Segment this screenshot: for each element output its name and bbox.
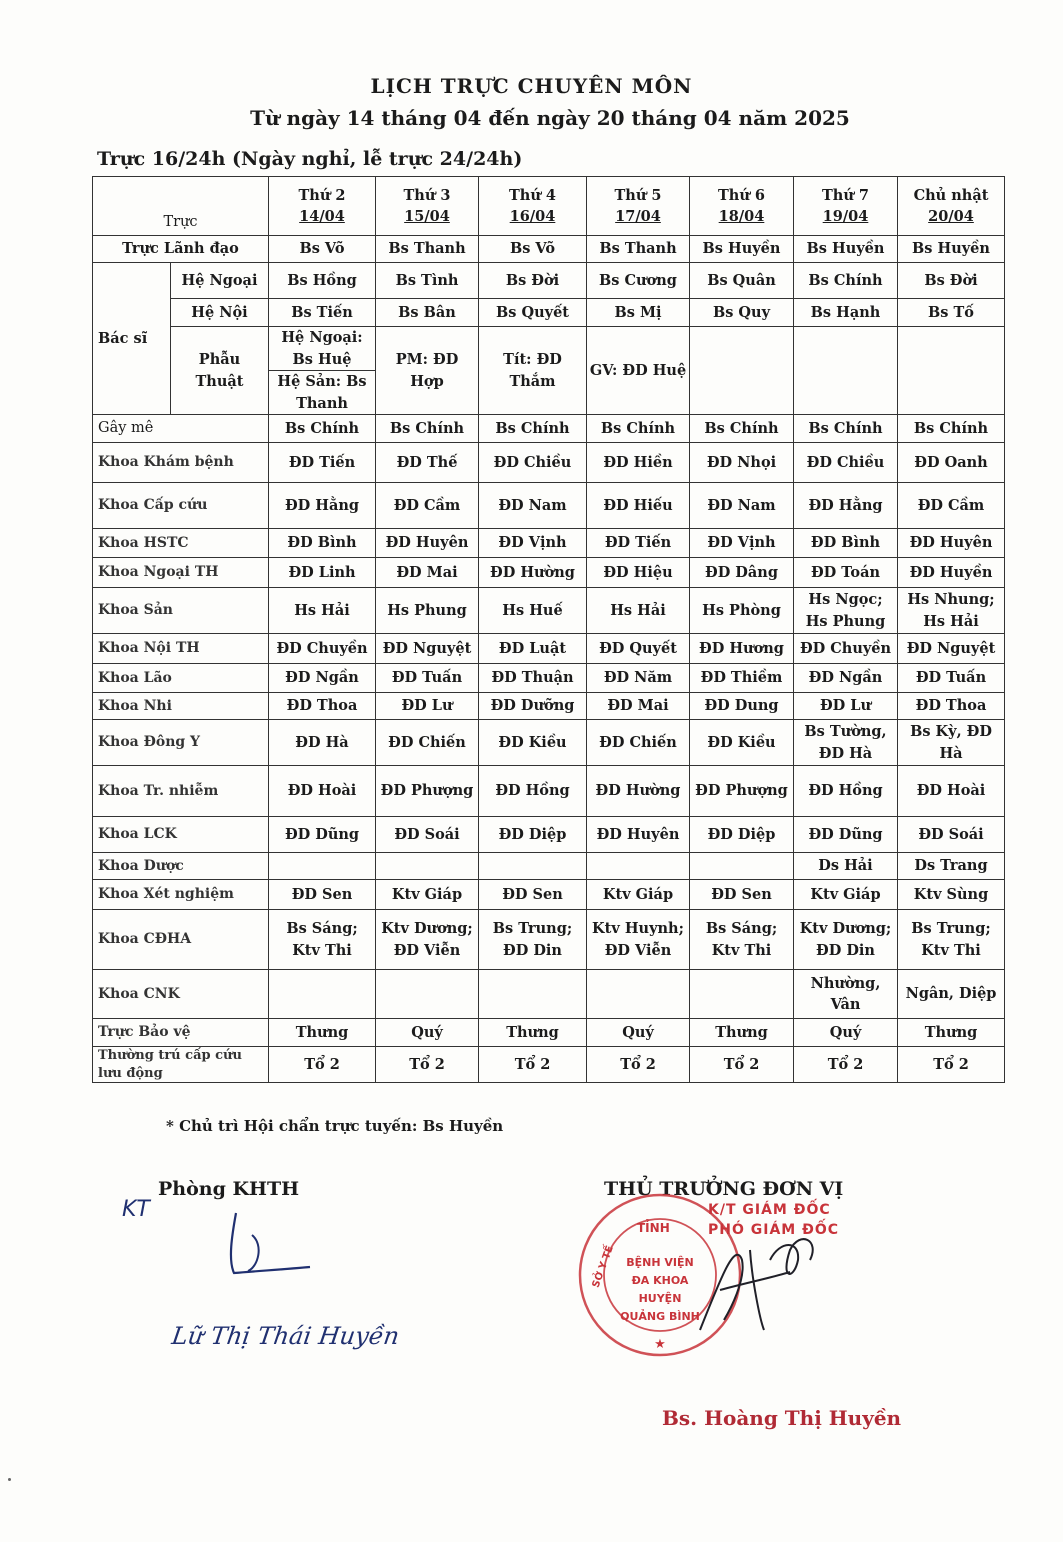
cell: ĐD Dũng <box>269 817 376 853</box>
cell: ĐD Bình <box>794 529 898 558</box>
cell <box>269 853 376 880</box>
cell: ĐD Cầm <box>898 483 1005 529</box>
cell: Ktv Giáp <box>587 880 690 910</box>
cell: ĐD Tiến <box>269 443 376 483</box>
schedule-body <box>93 177 1005 1083</box>
department-row <box>93 1047 1005 1083</box>
he-noi-label: Hệ Nội <box>171 299 269 327</box>
cell: Bs Chính <box>376 415 479 443</box>
date-range: Từ ngày 14 tháng 04 đến ngày 20 tháng 04 năm 2025 <box>250 106 850 130</box>
cell: ĐD Lư <box>794 693 898 720</box>
cell: ĐD Hiếu <box>587 483 690 529</box>
cell: ĐD Soái <box>898 817 1005 853</box>
department-label: Khoa Cấp cứu <box>93 483 269 529</box>
department-label: Khoa HSTC <box>93 529 269 558</box>
cell: Bs Trung; Ktv Thi <box>898 910 1005 970</box>
cell <box>479 970 587 1019</box>
deputy-line2: PHÓ GIÁM ĐỐC <box>708 1222 839 1238</box>
cell: Ds Hải <box>794 853 898 880</box>
cell: Bs Quy <box>690 299 794 327</box>
cell: Quý <box>794 1019 898 1047</box>
cell: ĐD Hiệu <box>587 558 690 588</box>
cell <box>376 853 479 880</box>
department-row <box>93 880 1005 910</box>
cell: ĐD Sen <box>269 880 376 910</box>
cell: Tổ 2 <box>269 1047 376 1083</box>
department-row <box>93 766 1005 817</box>
cell: Bs Cương <box>587 263 690 299</box>
stamp-line4: QUẢNG BÌNH <box>620 1310 700 1323</box>
cell: Bs Tiến <box>269 299 376 327</box>
cell <box>794 327 898 415</box>
director-signature <box>680 1220 840 1350</box>
cell: ĐD Dung <box>690 693 794 720</box>
corner-label: Trực <box>93 177 269 236</box>
day-header: Thứ 3 15/04 <box>376 177 479 236</box>
document-title: LỊCH TRỰC CHUYÊN MÔN <box>370 74 693 98</box>
cell: ĐD Thế <box>376 443 479 483</box>
cell: Bs Tố <box>898 299 1005 327</box>
cell: Hs Huế <box>479 588 587 634</box>
cell: ĐD Kiều <box>479 720 587 766</box>
day-header: Thứ 7 19/04 <box>794 177 898 236</box>
cell: Bs Huyền <box>794 236 898 263</box>
cell: ĐD Hương <box>690 634 794 664</box>
cell: Bs Đời <box>479 263 587 299</box>
department-row <box>93 634 1005 664</box>
cell: Bs Bân <box>376 299 479 327</box>
schedule-subtitle: Trực 16/24h (Ngày nghỉ, lễ trực 24/24h) <box>97 148 523 170</box>
cell <box>690 853 794 880</box>
he-ngoai-label: Hệ Ngoại <box>171 263 269 299</box>
cell: ĐD Quyết <box>587 634 690 664</box>
day-header: Thứ 2 14/04 <box>269 177 376 236</box>
cell: Tổ 2 <box>376 1047 479 1083</box>
cell: Bs Thanh <box>376 236 479 263</box>
department-label: Khoa Sản <box>93 588 269 634</box>
cell: Bs Sáng; Ktv Thi <box>690 910 794 970</box>
cell: ĐD Năm <box>587 664 690 693</box>
cell: Bs Huyền <box>898 236 1005 263</box>
cell: ĐD Soái <box>376 817 479 853</box>
department-row <box>93 853 1005 880</box>
stamp-top-text: TỈNH <box>637 1221 670 1235</box>
cell: ĐD Chiến <box>376 720 479 766</box>
director-title: THỦ TRƯỞNG ĐƠN VỊ <box>604 1178 844 1200</box>
cell: ĐD Phượng <box>690 766 794 817</box>
cell: ĐD Oanh <box>898 443 1005 483</box>
cell <box>898 327 1005 415</box>
cell: Hs Nhung; Hs Hải <box>898 588 1005 634</box>
cell: Bs Sáng; Ktv Thi <box>269 910 376 970</box>
deputy-line1: K/T GIÁM ĐỐC <box>708 1202 831 1218</box>
cell: ĐD Hằng <box>269 483 376 529</box>
cell: ĐD Kiều <box>690 720 794 766</box>
cell: ĐD Nguyệt <box>898 634 1005 664</box>
department-label: Khoa Xét nghiệm <box>93 880 269 910</box>
signer-name-right: Bs. Hoàng Thị Huyền <box>662 1406 902 1430</box>
cell: Ngân, Diệp <box>898 970 1005 1019</box>
cell: ĐD Ngần <box>794 664 898 693</box>
cell: Tổ 2 <box>898 1047 1005 1083</box>
cell: ĐD Phượng <box>376 766 479 817</box>
cell: Hs Hải <box>587 588 690 634</box>
cell: Bs Chính <box>794 263 898 299</box>
cell: ĐD Huyên <box>376 529 479 558</box>
cell <box>587 970 690 1019</box>
cell: ĐD Hiền <box>587 443 690 483</box>
cell: Tổ 2 <box>587 1047 690 1083</box>
department-label: Khoa Khám bệnh <box>93 443 269 483</box>
cell: ĐD Sen <box>479 880 587 910</box>
signature-mark <box>218 1205 318 1285</box>
cell: ĐD Dũng <box>794 817 898 853</box>
day-header: Thứ 6 18/04 <box>690 177 794 236</box>
cell: ĐD Tiến <box>587 529 690 558</box>
cell: Thưng <box>690 1019 794 1047</box>
doctors-label: Bác sĩ <box>93 263 171 415</box>
cell: Bs Chính <box>794 415 898 443</box>
cell: Bs Chính <box>269 415 376 443</box>
cell: Bs Chính <box>898 415 1005 443</box>
cell: Thưng <box>479 1019 587 1047</box>
cell: Bs Võ <box>479 236 587 263</box>
cell: ĐD Chiến <box>587 720 690 766</box>
cell: ĐD Vịnh <box>479 529 587 558</box>
department-row <box>93 664 1005 693</box>
cell: ĐD Chuyền <box>269 634 376 664</box>
department-row <box>93 817 1005 853</box>
department-row <box>93 443 1005 483</box>
day-header: Chủ nhật 20/04 <box>898 177 1005 236</box>
leadership-label: Trực Lãnh đạo <box>93 236 269 263</box>
cell: Ktv Giáp <box>794 880 898 910</box>
cell: ĐD Luật <box>479 634 587 664</box>
cell: ĐD Cầm <box>376 483 479 529</box>
department-row <box>93 558 1005 588</box>
department-label: Khoa CĐHA <box>93 910 269 970</box>
cell: ĐD Huyên <box>587 817 690 853</box>
stamp-line1: BỆNH VIỆN <box>626 1256 694 1269</box>
department-row <box>93 1019 1005 1047</box>
cell: ĐD Hằng <box>794 483 898 529</box>
cell: ĐD Dưỡng <box>479 693 587 720</box>
cell: ĐD Toán <box>794 558 898 588</box>
header-row <box>93 177 1005 236</box>
cell: ĐD Thuận <box>479 664 587 693</box>
department-row <box>93 970 1005 1019</box>
department-row <box>93 910 1005 970</box>
day-header: Thứ 5 17/04 <box>587 177 690 236</box>
stamp-line2: ĐA KHOA <box>631 1274 689 1287</box>
cell: ĐD Hồng <box>479 766 587 817</box>
cell: ĐD Chiều <box>479 443 587 483</box>
cell: ĐD Thiềm <box>690 664 794 693</box>
cell <box>479 853 587 880</box>
stamp-line3: HUYỆN <box>638 1292 682 1305</box>
cell: Ktv Huynh; ĐD Viễn <box>587 910 690 970</box>
cell: ĐD Mai <box>376 558 479 588</box>
department-label: Thường trú cấp cứu lưu động <box>93 1047 269 1083</box>
cell: Bs Đời <box>898 263 1005 299</box>
department-label: Khoa Nội TH <box>93 634 269 664</box>
cell <box>690 970 794 1019</box>
cell: Tổ 2 <box>690 1047 794 1083</box>
planning-office-title: Phòng KHTH <box>158 1178 300 1200</box>
stamp-left-text: SỞ Y TẾ <box>590 1244 616 1290</box>
department-row <box>93 483 1005 529</box>
cell: Nhường, Vân <box>794 970 898 1019</box>
cell: ĐD Huyên <box>898 529 1005 558</box>
department-row <box>93 529 1005 558</box>
cell: Bs Thanh <box>587 236 690 263</box>
cell: ĐD Nam <box>479 483 587 529</box>
cell: Hs Hải <box>269 588 376 634</box>
department-label: Khoa Đông Y <box>93 720 269 766</box>
cell: Quý <box>376 1019 479 1047</box>
cell: ĐD Tuấn <box>898 664 1005 693</box>
cell: Hs Ngọc; Hs Phung <box>794 588 898 634</box>
cell: Hệ Sản: Bs Thanh <box>269 371 376 415</box>
cell: Bs Quyết <box>479 299 587 327</box>
leadership-row <box>93 236 1005 263</box>
cell: ĐD Huyền <box>898 558 1005 588</box>
cell: ĐD Thoa <box>269 693 376 720</box>
duty-schedule-table <box>92 176 1005 1083</box>
cell: ĐD Mai <box>587 693 690 720</box>
cell: ĐD Ngần <box>269 664 376 693</box>
cell: Ds Trang <box>898 853 1005 880</box>
cell: Bs Hạnh <box>794 299 898 327</box>
consultation-note: * Chủ trì Hội chẩn trực tuyến: Bs Huyền <box>166 1117 504 1135</box>
department-label: Khoa Nhi <box>93 693 269 720</box>
cell: ĐD Tuấn <box>376 664 479 693</box>
cell: ĐD Chiều <box>794 443 898 483</box>
cell: ĐD Nguyệt <box>376 634 479 664</box>
cell: ĐD Sen <box>690 880 794 910</box>
surgery-label: Phẫu Thuật <box>171 327 269 415</box>
cell: Bs Hồng <box>269 263 376 299</box>
cell: Bs Trung; ĐD Din <box>479 910 587 970</box>
cell: Ktv Sùng <box>898 880 1005 910</box>
cell: ĐD Diệp <box>690 817 794 853</box>
cell: ĐD Linh <box>269 558 376 588</box>
department-row <box>93 693 1005 720</box>
day-header: Thứ 4 16/04 <box>479 177 587 236</box>
cell: ĐD Hường <box>587 766 690 817</box>
cell: ĐD Hường <box>479 558 587 588</box>
cell: Hs Phòng <box>690 588 794 634</box>
anesthesia-label: Gây mê <box>93 415 269 443</box>
cell: Ktv Dương; ĐD Viễn <box>376 910 479 970</box>
cell <box>587 853 690 880</box>
cell <box>269 970 376 1019</box>
surgery-row-top <box>93 327 1005 371</box>
cell: ĐD Diệp <box>479 817 587 853</box>
cell: Bs Quân <box>690 263 794 299</box>
cell: ĐD Nhọi <box>690 443 794 483</box>
department-row <box>93 588 1005 634</box>
cell: Bs Mị <box>587 299 690 327</box>
cell: Hệ Ngoại: Bs Huệ <box>269 327 376 371</box>
cell: Ktv Dương; ĐD Din <box>794 910 898 970</box>
scan-speck <box>8 1478 11 1481</box>
cell: Tổ 2 <box>794 1047 898 1083</box>
cell: Tổ 2 <box>479 1047 587 1083</box>
cell: Bs Kỳ, ĐD Hà <box>898 720 1005 766</box>
anesthesia-row <box>93 415 1005 443</box>
cell <box>690 327 794 415</box>
cell: Bs Chính <box>479 415 587 443</box>
cell: ĐD Hà <box>269 720 376 766</box>
cell: Bs Chính <box>690 415 794 443</box>
cell: Tít: ĐD Thắm <box>479 327 587 415</box>
cell: ĐD Nam <box>690 483 794 529</box>
department-label: Khoa Dược <box>93 853 269 880</box>
department-label: Khoa Ngoại TH <box>93 558 269 588</box>
department-label: Khoa LCK <box>93 817 269 853</box>
department-label: Khoa Lão <box>93 664 269 693</box>
cell: ĐD Chuyền <box>794 634 898 664</box>
department-label: Khoa Tr. nhiễm <box>93 766 269 817</box>
cell: ĐD Vịnh <box>690 529 794 558</box>
department-label: Trực Bảo vệ <box>93 1019 269 1047</box>
cell: ĐD Hoài <box>898 766 1005 817</box>
cell: PM: ĐD Hợp <box>376 327 479 415</box>
department-label: Khoa CNK <box>93 970 269 1019</box>
cell: Quý <box>587 1019 690 1047</box>
he-noi-row <box>93 299 1005 327</box>
cell: Ktv Giáp <box>376 880 479 910</box>
stamp-star-icon: ★ <box>654 1337 666 1352</box>
cell: ĐD Thoa <box>898 693 1005 720</box>
cell: GV: ĐD Huệ <box>587 327 690 415</box>
cell: ĐD Bình <box>269 529 376 558</box>
cell <box>376 970 479 1019</box>
cell: Hs Phung <box>376 588 479 634</box>
department-row <box>93 720 1005 766</box>
cell: Bs Võ <box>269 236 376 263</box>
cell: Bs Tình <box>376 263 479 299</box>
cell: Bs Tường, ĐD Hà <box>794 720 898 766</box>
kt-mark: KT <box>122 1197 150 1222</box>
cell: Bs Huyền <box>690 236 794 263</box>
cell: ĐD Dâng <box>690 558 794 588</box>
cell: ĐD Hồng <box>794 766 898 817</box>
cell: Thưng <box>269 1019 376 1047</box>
cell: Bs Chính <box>587 415 690 443</box>
cell: ĐD Lư <box>376 693 479 720</box>
signer-name-left: Lữ Thị Thái Huyền <box>170 1322 402 1350</box>
he-ngoai-row <box>93 263 1005 299</box>
cell: Thưng <box>898 1019 1005 1047</box>
cell: ĐD Hoài <box>269 766 376 817</box>
